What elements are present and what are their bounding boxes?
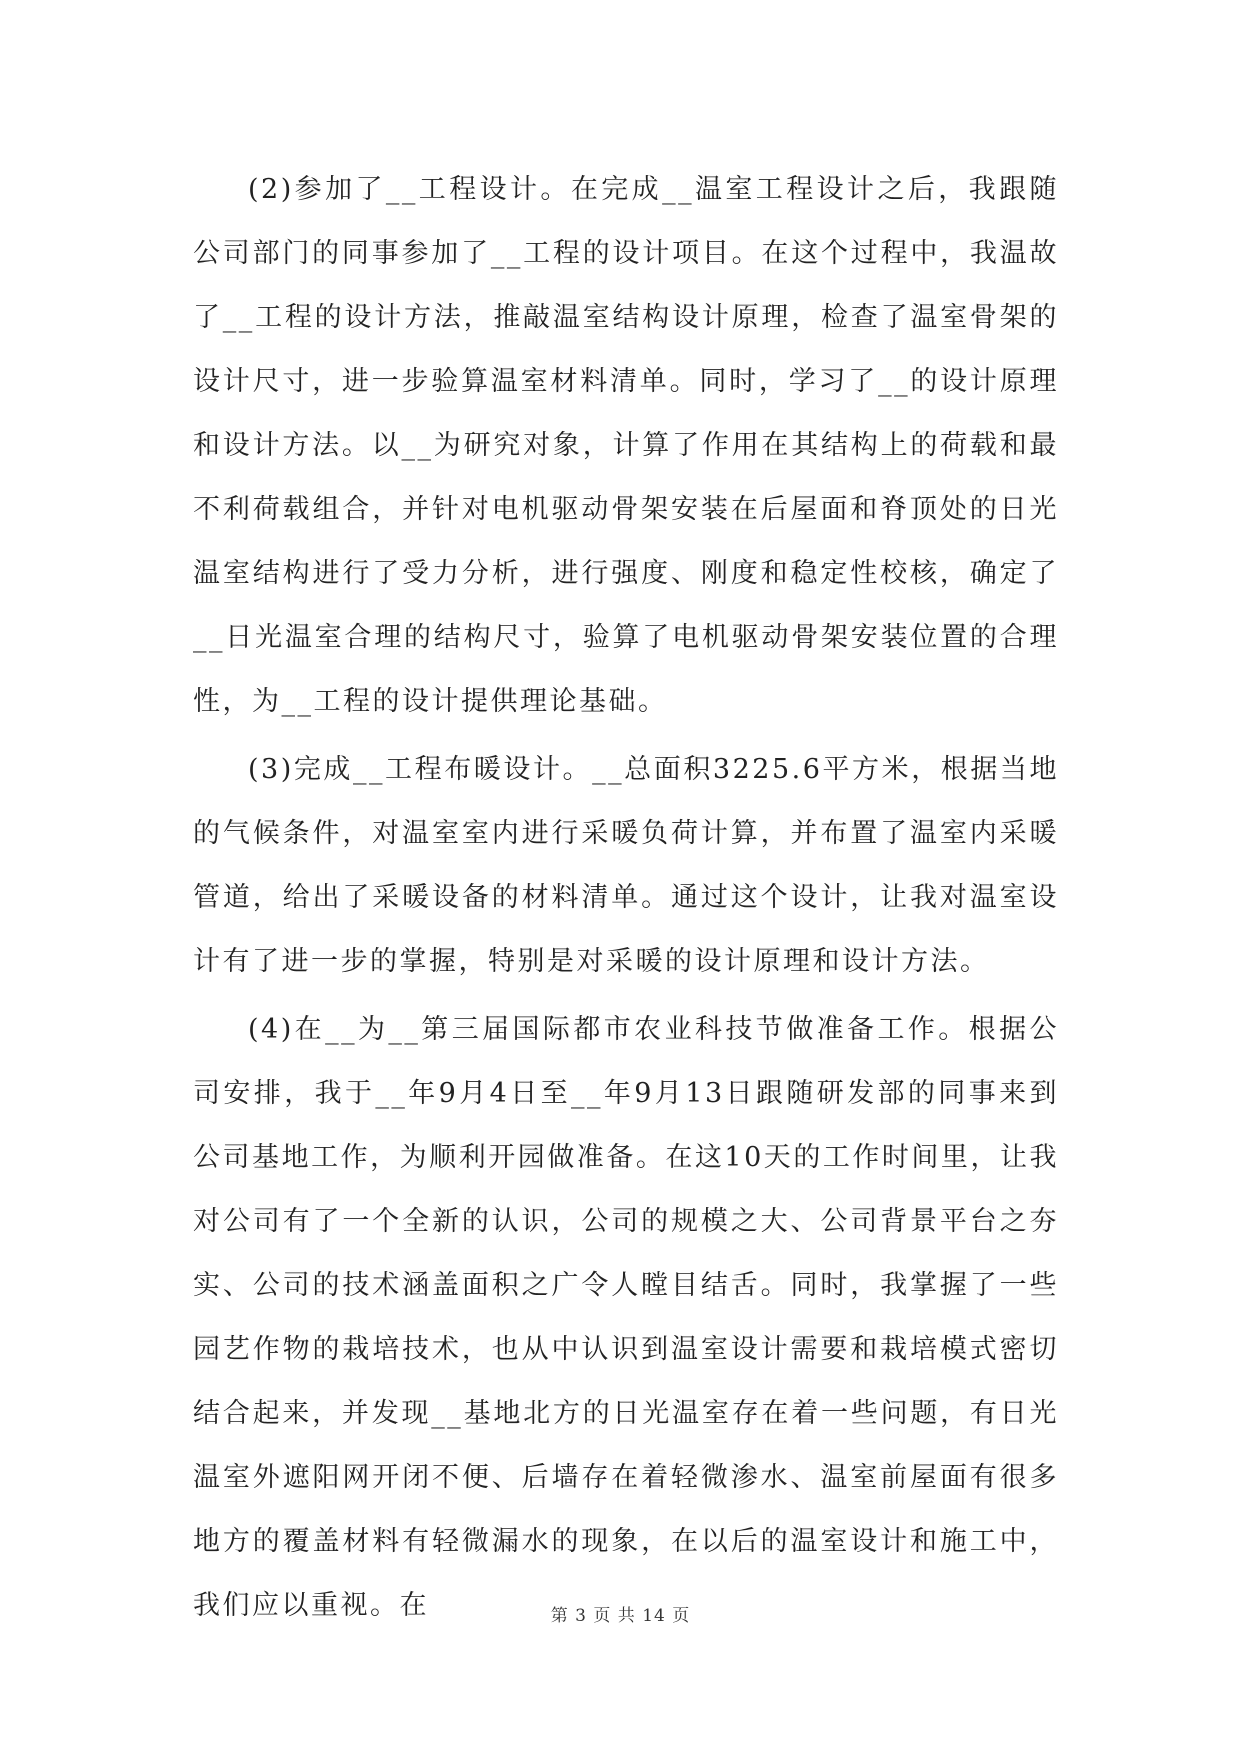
paragraph-4: (4)在__为__第三届国际都市农业科技节做准备工作。根据公司安排，我于__年9月4日至__年9月13日跟随研发部的同事来到公司基地工作，为顺利开园做准备。在这10天的工作时间里，让我对公司有了一个全新的认识，公司的规模之大、公司背景平台之夯实、公司的技术涵盖面积之广令人瞠目结舌。同时，我掌握了一些园艺作物的栽培技术，也从中认识到温室设计需要和栽培模式密切结合起来，并发现__基地北方的日光温室存在着一些问题，有日光温室外遮阳网开闭不便、后墙存在着轻微渗水、温室前屋面有很多地方的覆盖材料有轻微漏水的现象，在以后的温室设计和施工中，我们应以重视。在 bbox=[193, 1014, 1059, 1621]
document-body bbox=[193, 158, 1059, 1642]
paragraph-3: (3)完成__工程布暖设计。__总面积3225.6平方米，根据当地的气候条件，对温室室内进行采暖负荷计算，并布置了温室内采暖管道，给出了采暖设备的材料清单。通过这个设计，让我对温室设计有了进一步的掌握，特别是对采暖的设计原理和设计方法。 bbox=[193, 754, 1059, 977]
page-number-footer: 第 3 页 共 14 页 bbox=[550, 1606, 691, 1626]
paragraph-2: (2)参加了__工程设计。在完成__温室工程设计之后，我跟随公司部门的同事参加了__工程的设计项目。在这个过程中，我温故了__工程的设计方法，推敲温室结构设计原理，检查了温室骨架的设计尺寸，进一步验算温室材料清单。同时，学习了__的设计原理和设计方法。以__为研究对象，计算了作用在其结构上的荷载和最不利荷载组合，并针对电机驱动骨架安装在后屋面和脊顶处的日光温室结构进行了受力分析，进行强度、刚度和稳定性校核，确定了__日光温室合理的结构尺寸，验算了电机驱动骨架安装位置的合理性，为__工程的设计提供理论基础。 bbox=[193, 174, 1059, 717]
